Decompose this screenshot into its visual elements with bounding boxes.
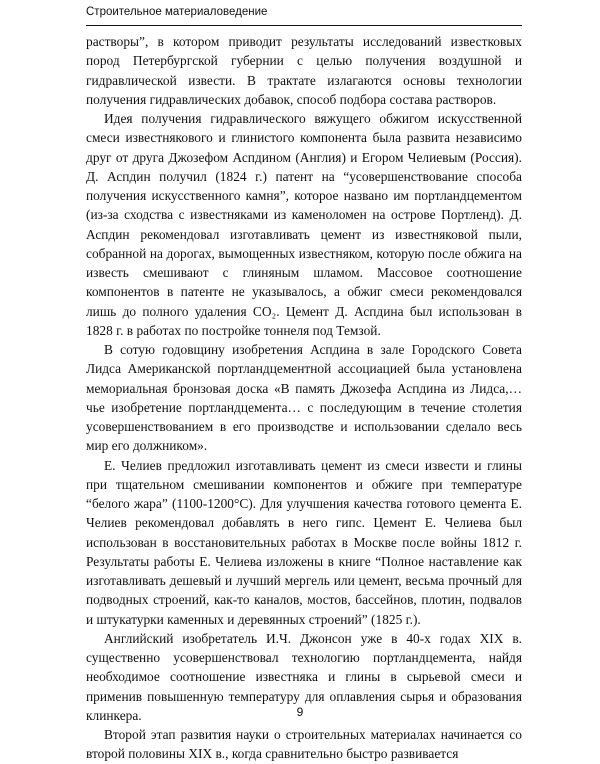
body-text [86,32,522,764]
paragraph: Второй этап развития науки о строительных материалах начинается со второй половины XIX в., когда сравнительно быстро развивается [86,727,522,762]
paragraph: Идея получения гидравлического вяжущего обжигом искусственной смеси известнякового и глинистого компонента была развита независимо друг от друга Джозефом Аспдином (Англия) и Егором Челиевым (Россия). Д. Аспдин получил (1824 г.) патент на “усовершенствование способа получения искусственного камня”, которое названо им портландцементом (из-за сходства с известняками из каменоломен на острове Портленд). Д. Аспдин рекомендовал изготавливать цемент из известняковой пыли, собранной на дорогах, вымощенных известняком, которую после обжига на известь смешивают с глиняным шламом. Массовое соотношение компонентов в патенте не указывалось, а обжиг смеси рекомендовался лишь до полного удаления CO₂. Цемент Д. Аспдина был использован в 1828 г. в работах по постройке тоннеля под Темзой. [86,111,522,338]
running-header: Строительное материаловедение [86,6,268,18]
paragraph: В сотую годовщину изобретения Аспдина в зале Городского Совета Лидса Американской портландцементной ассоциацией была установлена мемориальная бронзовая доска «В память Джозефа Аспдина из Лидса,… чье изобретение портландцемента… с последующим в течение столетия усовершенствованием в его производстве и использовании сделало весь мир его должником». [86,342,522,454]
page-number: 9 [296,705,304,719]
header-rule [86,25,522,26]
paragraph: Е. Челиев предложил изготавливать цемент из смеси извести и глины при тщательном смешивании компонентов и обжиге при температуре “белого жара” (1100-1200°С). Для улучшения качества готового цемента Е. Челиев рекомендовал добавлять в него гипс. Цемент Е. Челиева был использован в восстановительных работах в Москве после войны 1812 г. Результаты работы Е. Челиева изложены в книге “Полное наставление как изготавливать дешевый и лучший мергель или цемент, весьма прочный для подводных строений, как-то каналов, мостов, бассейнов, плотин, подвалов и штукатурки каменных и деревянных строений” (1825 г.). [86,457,522,627]
paragraph: Английский изобретатель И.Ч. Джонсон уже в 40-х годах XIX в. существенно усовершенствовал технологию портландцемента, найдя необходимое соотношение известняка и глины в сырьевой смеси и применив повышенную температуру для оплавления сырья и образования клинкера. [86,630,522,723]
paragraph-continued: растворы”, в котором приводит результаты исследований известковых пород Петербургской губернии с целью получения воздушной и гидравлической извести. В трактате излагаются основы технологии получения гидравлических добавок, способ подбора состава растворов. [86,34,522,107]
